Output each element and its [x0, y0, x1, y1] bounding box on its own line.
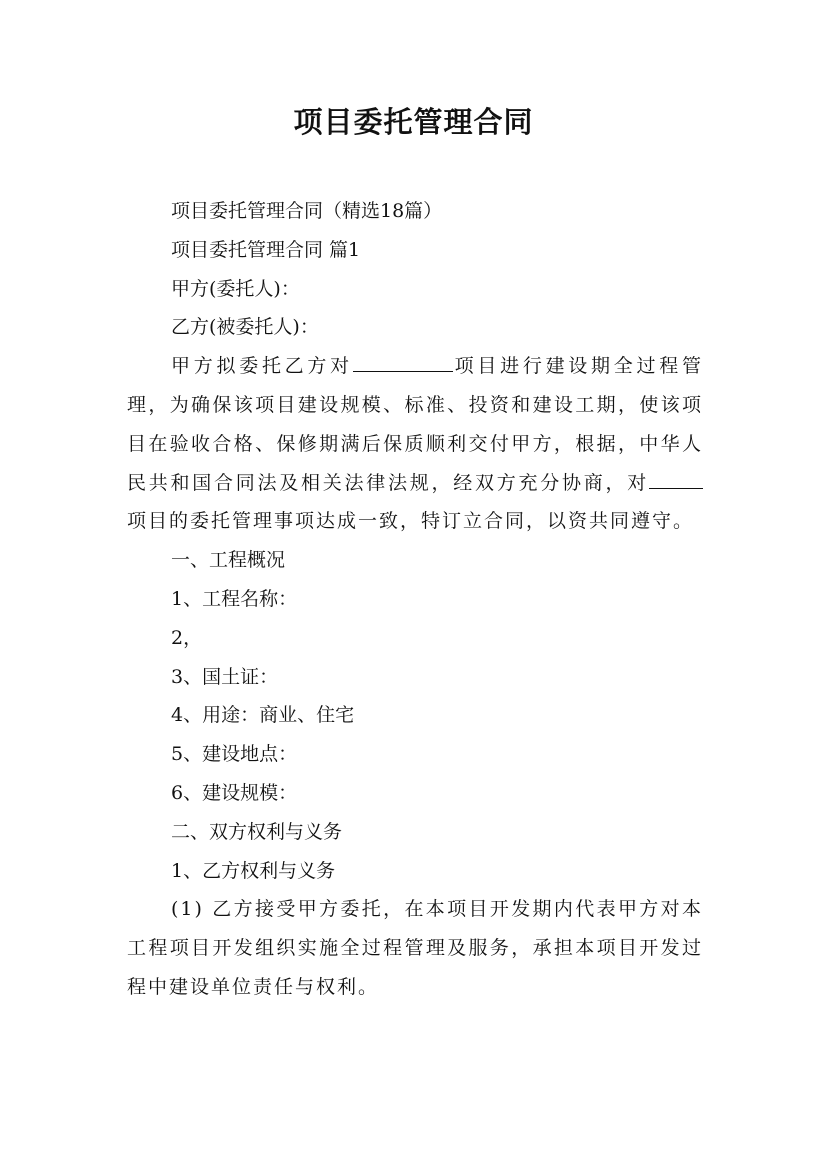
subsection-heading-1: 1、乙方权利与义务 [171, 859, 336, 882]
line-party-a: 甲方(委托人)： [171, 277, 300, 300]
paragraph-intro-part2: 项目进行建设期全过程管理，为确保该项目建设规模、标准、投资和建设工期，使该项目在验收合格、保修期满后保质顺利交付甲方，根据，中华人民共和国合同法及相关法律法规，经双方充分协商，对 [127, 355, 703, 494]
section-heading-1: 一、工程概况 [171, 549, 286, 572]
list-item: 3、国土证： [171, 665, 279, 688]
list-item: 1、工程名称： [171, 587, 298, 610]
paragraph-intro-part3: 项目的委托管理事项达成一致，特订立合同，以资共同遵守。 [127, 510, 695, 533]
list-item: 6、建设规模： [171, 781, 298, 804]
paragraph-intro [127, 347, 703, 541]
line-party-b: 乙方(被委托人)： [171, 316, 319, 339]
line-chapter: 项目委托管理合同 篇1 [171, 238, 361, 261]
document-title: 项目委托管理合同 [293, 105, 534, 139]
list-item: 5、建设地点： [171, 743, 298, 766]
line-subtitle: 项目委托管理合同（精选18篇） [171, 200, 443, 222]
list-item: 2， [171, 626, 203, 649]
blank-underline-1 [353, 347, 453, 372]
list-item: 4、用途：商业、住宅 [171, 704, 355, 727]
document-body [127, 192, 703, 1007]
paragraph-clause-1: (1) 乙方接受甲方委托，在本项目开发期内代表甲方对本工程项目开发组织实施全过程管理及服务，承担本项目开发过程中建设单位责任与权利。 [127, 898, 703, 998]
paragraph-intro-part1: 甲方拟委托乙方对 [171, 355, 353, 378]
section-heading-2: 二、双方权利与义务 [171, 820, 343, 843]
blank-underline-2 [649, 464, 703, 489]
